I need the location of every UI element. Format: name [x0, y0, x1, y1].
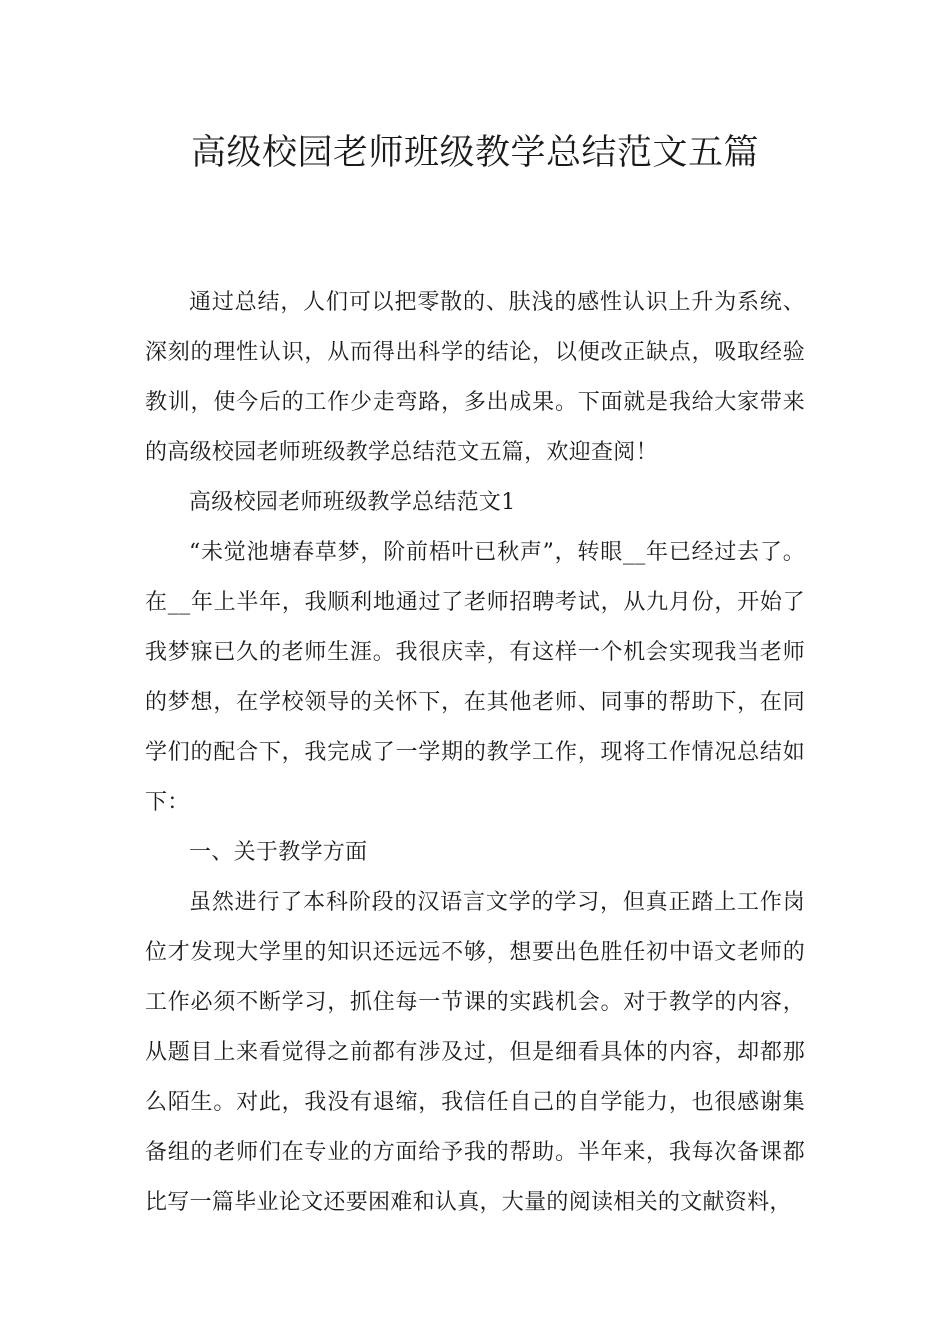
- body-paragraph: “未觉池塘春草梦，阶前梧叶已秋声”，转眼__年已经过去了。在__年上半年，我顺利地通过了老师招聘考试，从九月份，开始了我梦寐已久的老师生涯。我很庆幸，有这样一个机会实现我当老师的梦想，在学校领导的关怀下，在其他老师、同事的帮助下，在同学们的配合下，我完成了一学期的教学工作，现将工作情况总结如下：: [145, 540, 805, 815]
- intro-paragraph: 通过总结，人们可以把零散的、肤浅的感性认识上升为系统、深刻的理性认识，从而得出科学的结论，以便改正缺点，吸取经验教训，使今后的工作少走弯路，多出成果。下面就是我给大家带来的高级校园老师班级教学总结范文五篇，欢迎查阅！: [145, 290, 805, 465]
- body-paragraph: 虽然进行了本科阶段的汉语言文学的学习，但真正踏上工作岗位才发现大学里的知识还远远不够，想要出色胜任初中语文老师的工作必须不断学习，抓住每一节课的实践机会。对于教学的内容，从题目上来看觉得之前都有涉及过，但是细看具体的内容，却都那么陌生。对此，我没有退缩，我信任自己的自学能力，也很感谢集备组的老师们在专业的方面给予我的帮助。半年来，我每次备课都比写一篇毕业论文还要困难和认真，大量的阅读相关的文献资料，: [145, 890, 805, 1215]
- section-heading: 高级校园老师班级教学总结范文1: [189, 490, 516, 515]
- document-body: [145, 278, 805, 1228]
- document-title: 高级校园老师班级教学总结范文五篇: [190, 133, 759, 173]
- subsection-heading: 一、关于教学方面: [189, 840, 368, 865]
